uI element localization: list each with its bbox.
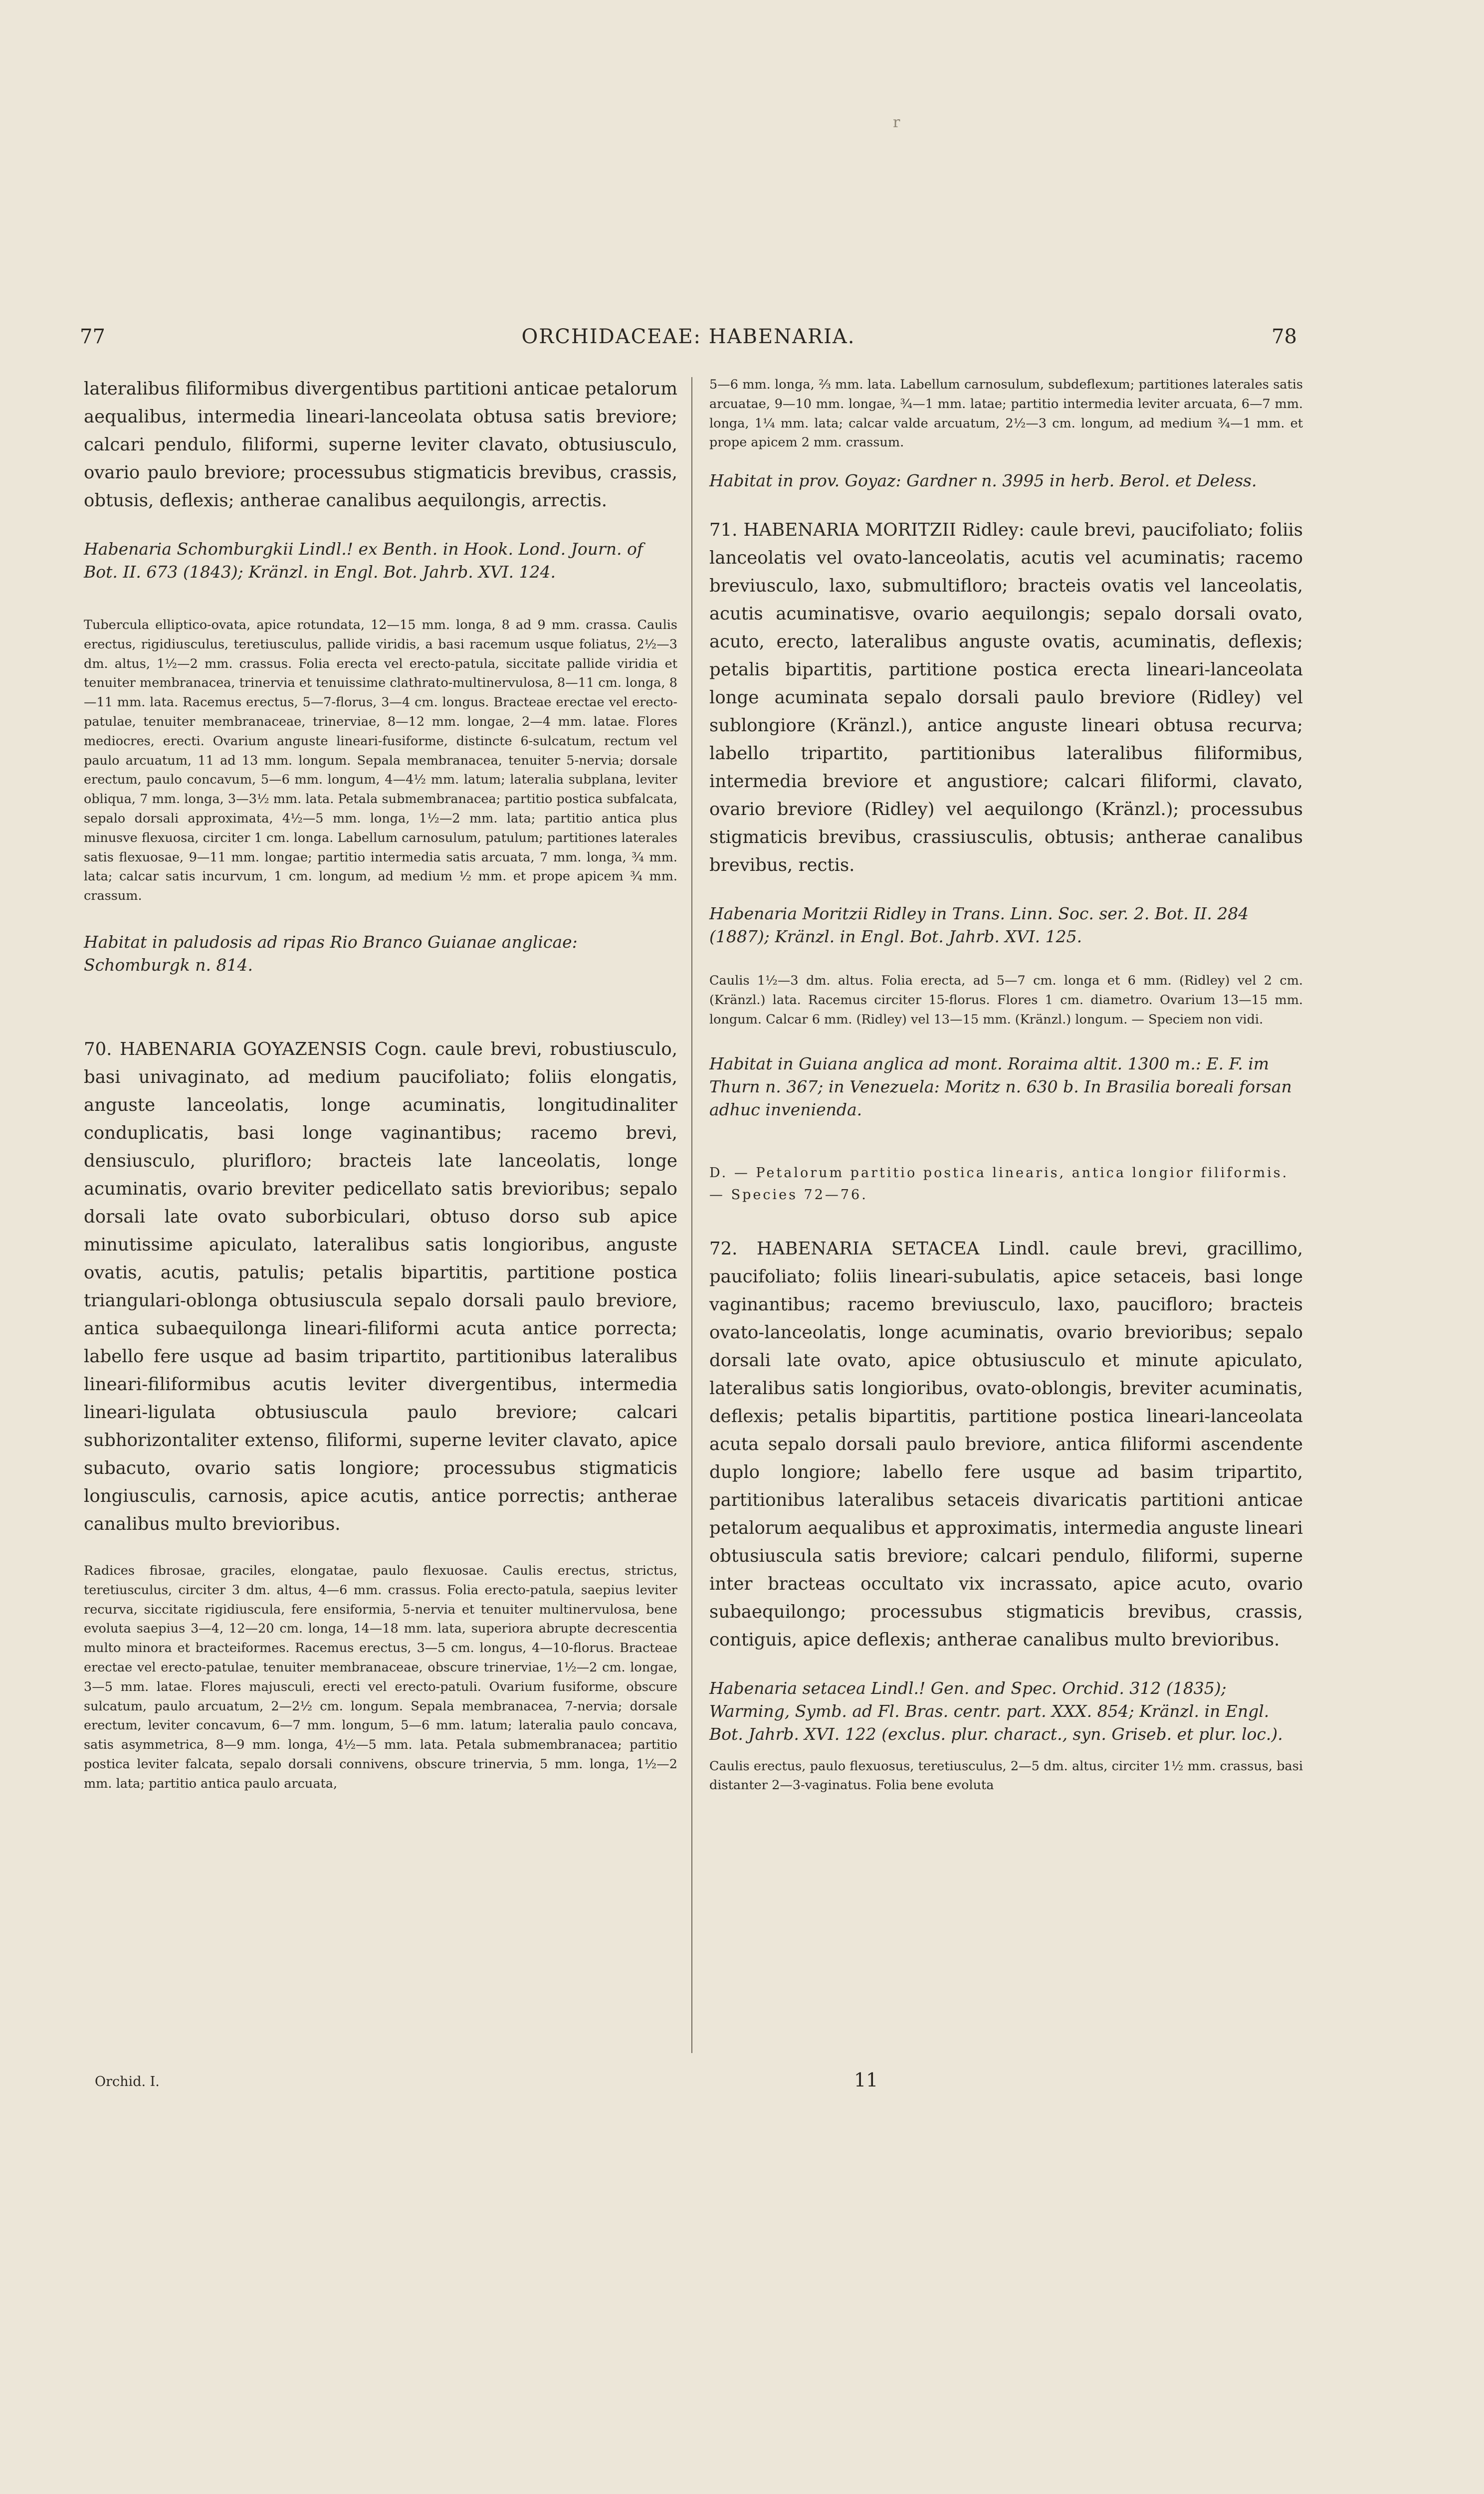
species-71-paragraph (709, 516, 1303, 879)
key-group-d: D. — Petalorum partitio postica linearis, antica longior filiformis. — Species 72—76. (709, 1165, 1289, 1203)
habitat-schomburgkii: Habitat in paludosis ad ripas Rio Branco Guianae anglicae: Schomburgk n. 814. (84, 932, 578, 975)
citation-setacea: Habenaria setacea Lindl.! Gen. and Spec. Orchid. 312 (1835); Warming, Symb. ad Fl. Bras. centr. part. XXX. 854; Kränzl. in Engl. Bot. Jahrb. XVI. 122 (exclus. plur. charact., syn. Griseb. et plur. loc.). (709, 1678, 1283, 1744)
page-number-left: 77 (80, 325, 105, 348)
description-goyazensis-continued: 5—6 mm. longa, ⅔ mm. lata. Labellum carnosulum, subdeflexum; partitiones laterales satis arcuatae, 9—10 mm. longae, ¾—1 mm. latae; partitio intermedia leviter arcuata, 6—7 mm. longa, 1¼ mm. lata; calcar valde arcuatum, 2½—3 cm. longum, ad medium ¾—1 mm. et prope apicem 2 mm. crassum. (709, 377, 1303, 450)
species-70-heading: 70. HABENARIA GOYAZENSIS Cogn. (84, 1039, 427, 1059)
species-72-heading: 72. HABENARIA SETACEA Lindl. (709, 1238, 1050, 1259)
species-71-heading: 71. HABENARIA MORITZII Ridley: (709, 520, 1025, 541)
paragraph-continued: lateralibus filiformibus divergentibus partitioni anticae petalorum aequalibus, intermedia lineari-lanceolata obtusa satis breviore; calcari pendulo, filiformi, superne leviter clavato, obtusiusculo, ovario paulo breviore; processubus stigmaticis brevibus, crassis, obtusis, deflexis; antherae canalibus aequilongis, arrectis. (84, 379, 677, 511)
species-70-diagnosis: caule brevi, robustiusculo, basi univaginato, ad medium paucifoliato; foliis elongatis, anguste lanceolatis, longe acuminatis, longitudinaliter conduplicatis, basi longe vaginantibus; racemo brevi, densiusculo, plurifloro; bracteis late lanceolatis, longe acuminatis, ovario breviter pedicellato satis brevioribus; sepalo dorsali late ovato suborbiculari, obtuso dorso sub apice minutissime apiculato, lateralibus satis longioribus, anguste ovatis, acutis, patulis; petalis bipartitis, partitione postica triangulari-oblonga obtusiuscula sepalo dorsali paulo breviore, antica subaequilonga lineari-filiformi acuta antice porrecta; labello fere usque ad basim tripartito, partitionibus lateralibus lineari-filiformibus acutis leviter divergentibus, intermedia lineari-ligulata obtusiuscula paulo breviore; calcari subhorizontaliter extenso, filiformi, superne leviter clavato, apice subacuto, ovario satis longiore; processubus stigmaticis longiusculis, carnosis, apice acutis, antice porrectis; antherae canalibus multo brevioribus. (84, 1039, 677, 1534)
footnote-signature: Orchid. I. (95, 2074, 160, 2089)
right-column (709, 375, 1303, 1795)
description-moritzii: Caulis 1½—3 dm. altus. Folia erecta, ad 5—7 cm. longa et 6 mm. (Ridley) vel 2 cm. (Kränzl.) lata. Racemus circiter 15-florus. Flores 1 cm. diametro. Ovarium 13—15 mm. longum. Calcar 6 mm. (Ridley) vel 13—15 mm. (Kränzl.) longum. — Speciem non vidi. (709, 973, 1303, 1027)
species-70-paragraph (84, 1036, 677, 1538)
running-head: ORCHIDACEAE: HABENARIA. (521, 325, 855, 348)
description-goyazensis: Radices fibrosae, graciles, elongatae, paulo flexuosae. Caulis erectus, strictus, teretiusculus, circiter 3 dm. altus, 4—6 mm. crassus. Folia erecto-patula, saepius leviter recurva, siccitate rigidiuscula, fere ensiformia, 5-nervia et tenuiter multinervulosa, bene evoluta saepius 3—4, 12—20 cm. longa, 14—18 mm. lata, superiora abrupte decrescentia multo minora et bracteiformes. Racemus erectus, 3—5 cm. longus, 4—10-florus. Bracteae erectae vel erecto-patulae, tenuiter membranaceae, obscure trinerviae, 1½—2 cm. longae, 3—5 mm. latae. Flores majusculi, erecti vel erecto-patuli. Ovarium fusiforme, obscure sulcatum, paulo arcuatum, 2—2½ cm. longum. Sepala membranacea, 7-nervia; dorsale erectum, leviter concavum, 6—7 mm. longum, 5—6 mm. latum; lateralia paulo concava, satis asymmetrica, 8—9 mm. longa, 4½—5 mm. lata. Petala submembranacea; partitio postica leviter falcata, sepalo dorsali connivens, obscure trinervia, 5 mm. longa, 1½—2 mm. lata; partitio antica paulo arcuata, (84, 1563, 677, 1791)
species-71-diagnosis: caule brevi, paucifoliato; foliis lanceolatis vel ovato-lanceolatis, acutis vel acuminatis; racemo breviusculo, laxo, submultifloro; bracteis ovatis vel lanceolatis, acutis acuminatisve, ovario aequilongis; sepalo dorsali ovato, acuto, erecto, lateralibus anguste ovatis, acuminatis, deflexis; petalis bipartitis, partitione postica erecta lineari-lanceolata longe acuminata sepalo dorsali paulo breviore (Ridley) vel sublongiore (Kränzl.), antice anguste lineari obtusa recurva; labello tripartito, partitionibus lateralibus filiformibus, intermedia breviore et angustiore; calcari filiformi, clavato, ovario breviore (Ridley) vel aequilongo (Kränzl.); processubus stigmaticis brevibus, crassiusculis, obtusis; antherae canalibus brevibus, rectis. (709, 520, 1303, 876)
left-column (84, 375, 677, 1794)
habitat-moritzii: Habitat in Guiana anglica ad mont. Roraima altit. 1300 m.: E. F. im Thurn n. 367; in Venezuela: Moritz n. 630 b. In Brasilia boreali forsan adhuc invenienda. (709, 1053, 1292, 1119)
ink-speck: r (893, 114, 900, 131)
page-header (80, 325, 1297, 360)
column-divider (691, 377, 692, 2053)
page-number-right: 78 (1272, 325, 1297, 348)
description-setacea: Caulis erectus, paulo flexuosus, teretiusculus, 2—5 dm. altus, circiter 1½ mm. crassus, basi distanter 2—3-vaginatus. Folia bene evoluta (709, 1758, 1303, 1793)
citation-moritzii: Habenaria Moritzii Ridley in Trans. Linn. Soc. ser. 2. Bot. II. 284 (1887); Kränzl. in Engl. Bot. Jahrb. XVI. 125. (709, 904, 1249, 947)
habitat-goyazensis: Habitat in prov. Goyaz: Gardner n. 3995 in herb. Berol. et Deless. (709, 471, 1257, 491)
species-72-paragraph (709, 1235, 1303, 1654)
citation-schomburgkii: Habenaria Schomburgkii Lindl.! ex Benth. in Hook. Lond. Journ. of Bot. II. 673 (1843); Kränzl. in Engl. Bot. Jahrb. XVI. 124. (84, 539, 643, 582)
description-schomburgkii: Tubercula elliptico-ovata, apice rotundata, 12—15 mm. longa, 8 ad 9 mm. crassa. Caulis erectus, rigidiusculus, teretiusculus, pallide viridis, a basi racemum usque foliatus, 2½—3 dm. altus, 1½—2 mm. crassus. Folia erecta vel erecto-patula, siccitate pallide viridia et tenuiter membranacea, trinervia et tenuissime clathrato-multinervulosa, 8—11 cm. longa, 8—11 mm. lata. Racemus erectus, 5—7-florus, 3—4 cm. longus. Bracteae erectae vel erecto-patulae, tenuiter membranaceae, trinerviae, 8—12 mm. longae, 2—4 mm. latae. Flores mediocres, erecti. Ovarium anguste lineari-fusiforme, distincte 6-sulcatum, rectum vel paulo arcuatum, 11 ad 13 mm. longum. Sepala membranacea, tenuiter 5-nervia; dorsale erectum, paulo concavum, 5—6 mm. longum, 4—4½ mm. latum; lateralia subplana, leviter obliqua, 7 mm. longa, 3—3½ mm. lata. Petala submembranacea; partitio postica subfalcata, sepalo dorsali approximata, 4½—5 mm. longa, 1½—2 mm. lata; partitio antica plus minusve flexuosa, circiter 1 cm. longa. Labellum carnosulum, patulum; partitiones laterales satis flexuosae, 9—11 mm. longae; partitio intermedia satis arcuata, 7 mm. longa, ¾ mm. lata; calcar satis incurvum, 1 cm. longum, ad medium ½ mm. et prope apicem ¾ mm. crassum. (84, 618, 677, 904)
signature-mark: 11 (854, 2069, 878, 2091)
species-72-diagnosis: caule brevi, gracillimo, paucifoliato; foliis lineari-subulatis, apice setaceis, basi longe vaginantibus; racemo breviusculo, laxo, paucifloro; bracteis ovato-lanceolatis, longe acuminatis, ovario brevioribus; sepalo dorsali late ovato, apice obtusiusculo et minute apiculato, lateralibus satis longioribus, ovato-oblongis, breviter acuminatis, deflexis; petalis bipartitis, partitione postica lineari-lanceolata acuta sepalo dorsali paulo breviore, antica filiformi ascendente duplo longiore; labello fere usque ad basim tripartito, partitionibus lateralibus setaceis divaricatis partitioni anticae petalorum aequalibus et approximatis, intermedia anguste lineari obtusiuscula satis breviore; calcari pendulo, filiformi, superne inter bracteas occultato vix incrassato, apice acuto, ovario subaequilongo; processubus stigmaticis brevibus, crassis, contiguis, apice deflexis; antherae canalibus multo brevioribus. (709, 1238, 1303, 1650)
